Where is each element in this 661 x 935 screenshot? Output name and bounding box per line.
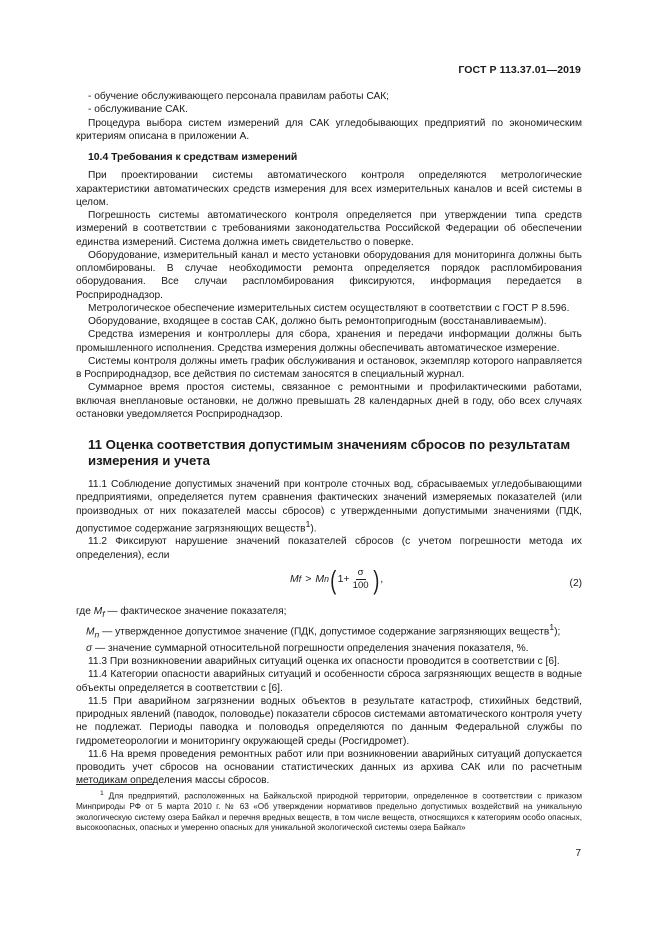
fraction-denominator: 100: [352, 580, 369, 592]
footnote-1: [76, 789, 582, 834]
var-mn: M: [86, 626, 95, 638]
var-mf-sub: f: [102, 608, 105, 619]
var-mn-sub: n: [94, 629, 100, 640]
formula-2: [76, 563, 582, 603]
paragraph-11-3: 11.3 При возникновении аварийных ситуаций оценка их опасности проводится в соответствии с [6].: [88, 656, 560, 668]
paragraph-11-5: 11.5 При аварийном загрязнении водных объектов в результате катастроф, стихийных бедствий, природных явлений (паводок, половодье) показатели сбросов системами автоматического контроля учету не подлежат. Периоды паводка и половодья определяются по данным Федеральной службы по гидрометеорологии и мониторингу окружающей среды (Росгидромет).: [76, 695, 582, 747]
formula-fraction: [351, 567, 371, 592]
list-item: - обслуживание САК.: [88, 104, 188, 116]
paragraph: Оборудование, измерительный канал и место установки оборудования для мониторинга должны быть опломбированы. В случае необходимости ремонта определяется порядок распломбирования оборудования. Все случаи распломбирования фиксируются, информация передается в Росприроднадзор.: [76, 249, 582, 301]
main-content: [76, 90, 582, 788]
formula-rhs: M: [315, 573, 325, 586]
paragraph: Средства измерения и контроллеры для сбора, хранения и передачи информации должны быть промышленного исполнения. Средства измерения должны обеспечивать автоматическое измерение.: [76, 329, 582, 354]
where-text: — утвержденное допустимое значение (ПДК, допустимое содержание загрязняющих веществ: [99, 626, 550, 638]
formula-number: (2): [569, 577, 582, 589]
list-item: - обучение обслуживающего персонала правилам работы САК;: [88, 91, 390, 102]
where-prefix: где: [76, 605, 94, 617]
where-text: — значение суммарной относительной погрешности определения значения показателя, %.: [92, 642, 529, 654]
paren-open: (: [330, 564, 337, 595]
where-text-end: );: [554, 626, 561, 638]
footnote-divider: [76, 784, 154, 785]
formula-lhs-sub: f: [298, 574, 302, 585]
paren-close: ): [372, 564, 379, 595]
paragraph-text: 11.1 Соблюдение допустимых значений при контроле сточных вод, сбрасываемых угледобывающими предприятиями, определяется путем сравнения фактических значений измеряемых показателей (или производных от них показателей массы сбросов) с утвержденными допустимыми значениями (ПДК, допустимое содержание загрязняющих веществ: [76, 479, 582, 535]
section-heading-11: 11 Оценка соответствия допустимым значениям сбросов по результатам измерения и учета: [88, 437, 571, 468]
footnote-mark: 1: [100, 790, 104, 797]
paragraph-11-2: 11.2 Фиксируют нарушение значений показателей сбросов (с учетом погрешности метода их определения), если: [76, 536, 582, 561]
paragraph: Системы контроля должны иметь график обслуживания и остановок, экземпляр которого направляется в Росприроднадзор, все действия по системам заносятся в специальный журнал.: [76, 355, 582, 380]
paragraph-11-6: 11.6 На время проведения ремонтных работ или при возникновении аварийных ситуаций допускается проводить учет сбросов на основании статистических данных из архива САК или по расчетным методикам определения массы сбросов.: [76, 748, 582, 787]
formula-expression: [290, 564, 384, 595]
formula-tail: ,: [380, 573, 384, 586]
paragraph: Метрологическое обеспечение измерительных систем осуществляют в соответствии с ГОСТ Р 8.596.: [88, 302, 570, 314]
var-sigma: σ: [86, 642, 93, 654]
fraction-numerator: σ: [357, 567, 364, 579]
footnote-ref: 1: [549, 622, 555, 633]
paragraph: Процедура выбора систем измерений для САК угледобывающих предприятий по экономическим критериям описана в приложении А.: [76, 117, 582, 142]
formula-rhs-sub: n: [324, 574, 329, 585]
paragraph-11-4: 11.4 Категории опасности аварийных ситуаций и особенности сброса загрязняющих веществ в водные объекты определяется в соответствии с [6].: [76, 669, 582, 694]
footnote-text: Для предприятий, расположенных на Байкальской природной территории, определенное в соответствии с приказом Минприроды РФ от 5 марта 2010 г. № 63 «Об утверждении нормативов предельно допустимых воздействий на уникальную экологическую систему озера Байкал и перечня вредных веществ, в том числе веществ, относящихся к категориям особо опасных, высокоопасных, опасных и умеренно опасных для уникальной экологической системы озера Байкал»: [76, 791, 582, 833]
paragraph: Погрешность системы автоматического контроля определяется при утверждении типа средств измерений в соответствии с требованиями законодательства Российской Федерации об обеспечении единства измерений. Система должна иметь свидетельство о поверке.: [76, 210, 582, 248]
formula-lhs: M: [290, 573, 299, 586]
where-text: — фактическое значение показателя;: [104, 605, 287, 617]
footnote-ref: 1: [305, 518, 311, 529]
where-line-2: [76, 621, 582, 642]
var-mf: M: [93, 605, 103, 617]
paragraph: Суммарное время простоя системы, связанное с ремонтными и профилактическими работами, включая внеплановые остановки, не должно превышать 28 календарных дней в году, обо всех случаях остановки уведомляется Росприроднадзор.: [76, 382, 582, 420]
document-code-header: ГОСТ Р 113.37.01—2019: [458, 64, 581, 76]
formula-one-plus: 1+: [337, 573, 350, 586]
paragraph: Оборудование, входящее в состав САК, должно быть ремонтопригодным (восстанавливаемым).: [88, 316, 547, 327]
page-number: 7: [575, 848, 581, 859]
where-line-1: [76, 605, 582, 621]
footnotes: [76, 784, 582, 834]
paragraph-text-end: ).: [310, 523, 317, 535]
paragraph-11-1: [76, 478, 582, 535]
formula-operator: >: [305, 573, 312, 586]
where-line-3: [76, 642, 582, 655]
paragraph: При проектировании системы автоматического контроля определяются метрологические характеристики автоматических средств измерения для всех измерительных каналов и всей системы в целом.: [76, 170, 582, 208]
section-heading-10-4: 10.4 Требования к средствам измерений: [88, 152, 298, 163]
